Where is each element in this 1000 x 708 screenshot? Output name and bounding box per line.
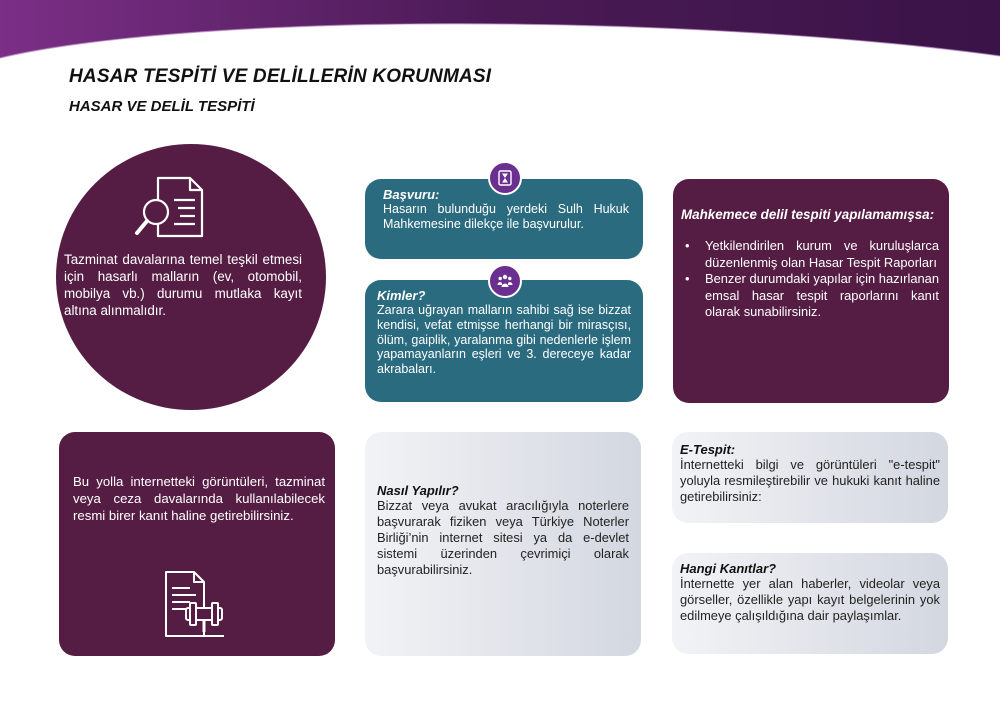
basvuru-heading: Başvuru: [383,187,440,202]
etespit-heading: E-Tespit: [680,442,736,457]
mahkeme-card [673,179,949,403]
document-magnifier-icon [134,174,208,240]
kimler-card [365,280,643,402]
hourglass-badge [488,161,522,195]
basvuru-body: Hasarın bulunduğu yerdeki Sulh Hukuk Mahkemesine dilekçe ile başvurulur. [383,202,629,231]
mahkeme-heading: Mahkemece delil tespiti yapılamamışsa: [681,207,935,222]
nasil-body: Bizzat veya avukat aracılığıyla noterlere başvurarak fiziken veya Türkiye Noterler Birliği’nin internet sitesi ya da e-devlet sistemi üzerinden çevrimiçi olarak başvurabilirsiniz. [377,498,629,577]
kanit-heading: Hangi Kanıtlar? [680,561,777,576]
header-wave-band [0,0,1000,60]
yolla-card [59,432,335,656]
kimler-body: Zarara uğrayan malların sahibi sağ ise bizzat kendisi, vefat etmişse herhangi bir mirasçısı, ölüm, gaiplik, yaralanma gibi nedenlerle işlem yapamayanların eşleri ve 3. dereceye kadar akrabaları. [377,303,631,377]
page-subtitle: HASAR VE DELİL TESPİTİ [69,98,255,115]
people-group-icon [497,273,513,289]
mahkeme-list [681,238,939,321]
gavel-document-icon [160,568,232,640]
kanit-card [672,553,948,654]
etespit-card [672,432,948,523]
kimler-heading: Kimler? [377,288,426,303]
hourglass-icon [497,170,513,186]
mahkeme-list-item: • Benzer durumdaki yapılar için hazırlanan emsal hasar tespit raporlarını kanıt olarak sunabilirsiniz. [681,271,939,321]
kanit-body: İnternette yer alan haberler, videolar veya görseller, özellikle yapı kayıt belgelerinin yok edilmeye çalışıldığına dair paylaşımlar. [680,576,940,623]
people-badge [488,264,522,298]
intro-text: Tazminat davalarına temel teşkil etmesi için hasarlı malların (ev, otomobil, mobilya vb.) durumu mutlaka kayıt altına alınmalıdır. [64,252,302,318]
nasil-card [365,432,641,656]
nasil-heading: Nasıl Yapılır? [377,483,459,498]
mahkeme-list-item: • Yetkilendirilen kurum ve kuruluşlarca düzenlenmiş olan Hasar Tespit Raporları [681,238,939,271]
etespit-body: İnternetteki bilgi ve görüntüleri "e-tespit" yoluyla resmileştirebilir ve hukuki kanıt haline getirebilirsiniz: [680,457,940,504]
yolla-text: Bu yolla internetteki görüntüleri, tazminat veya ceza davalarında kullanılabilecek resmi birer kanıt haline getirebilirsiniz. [73,474,325,523]
page-title: HASAR TESPİTİ VE DELİLLERİN KORUNMASI [69,66,492,87]
